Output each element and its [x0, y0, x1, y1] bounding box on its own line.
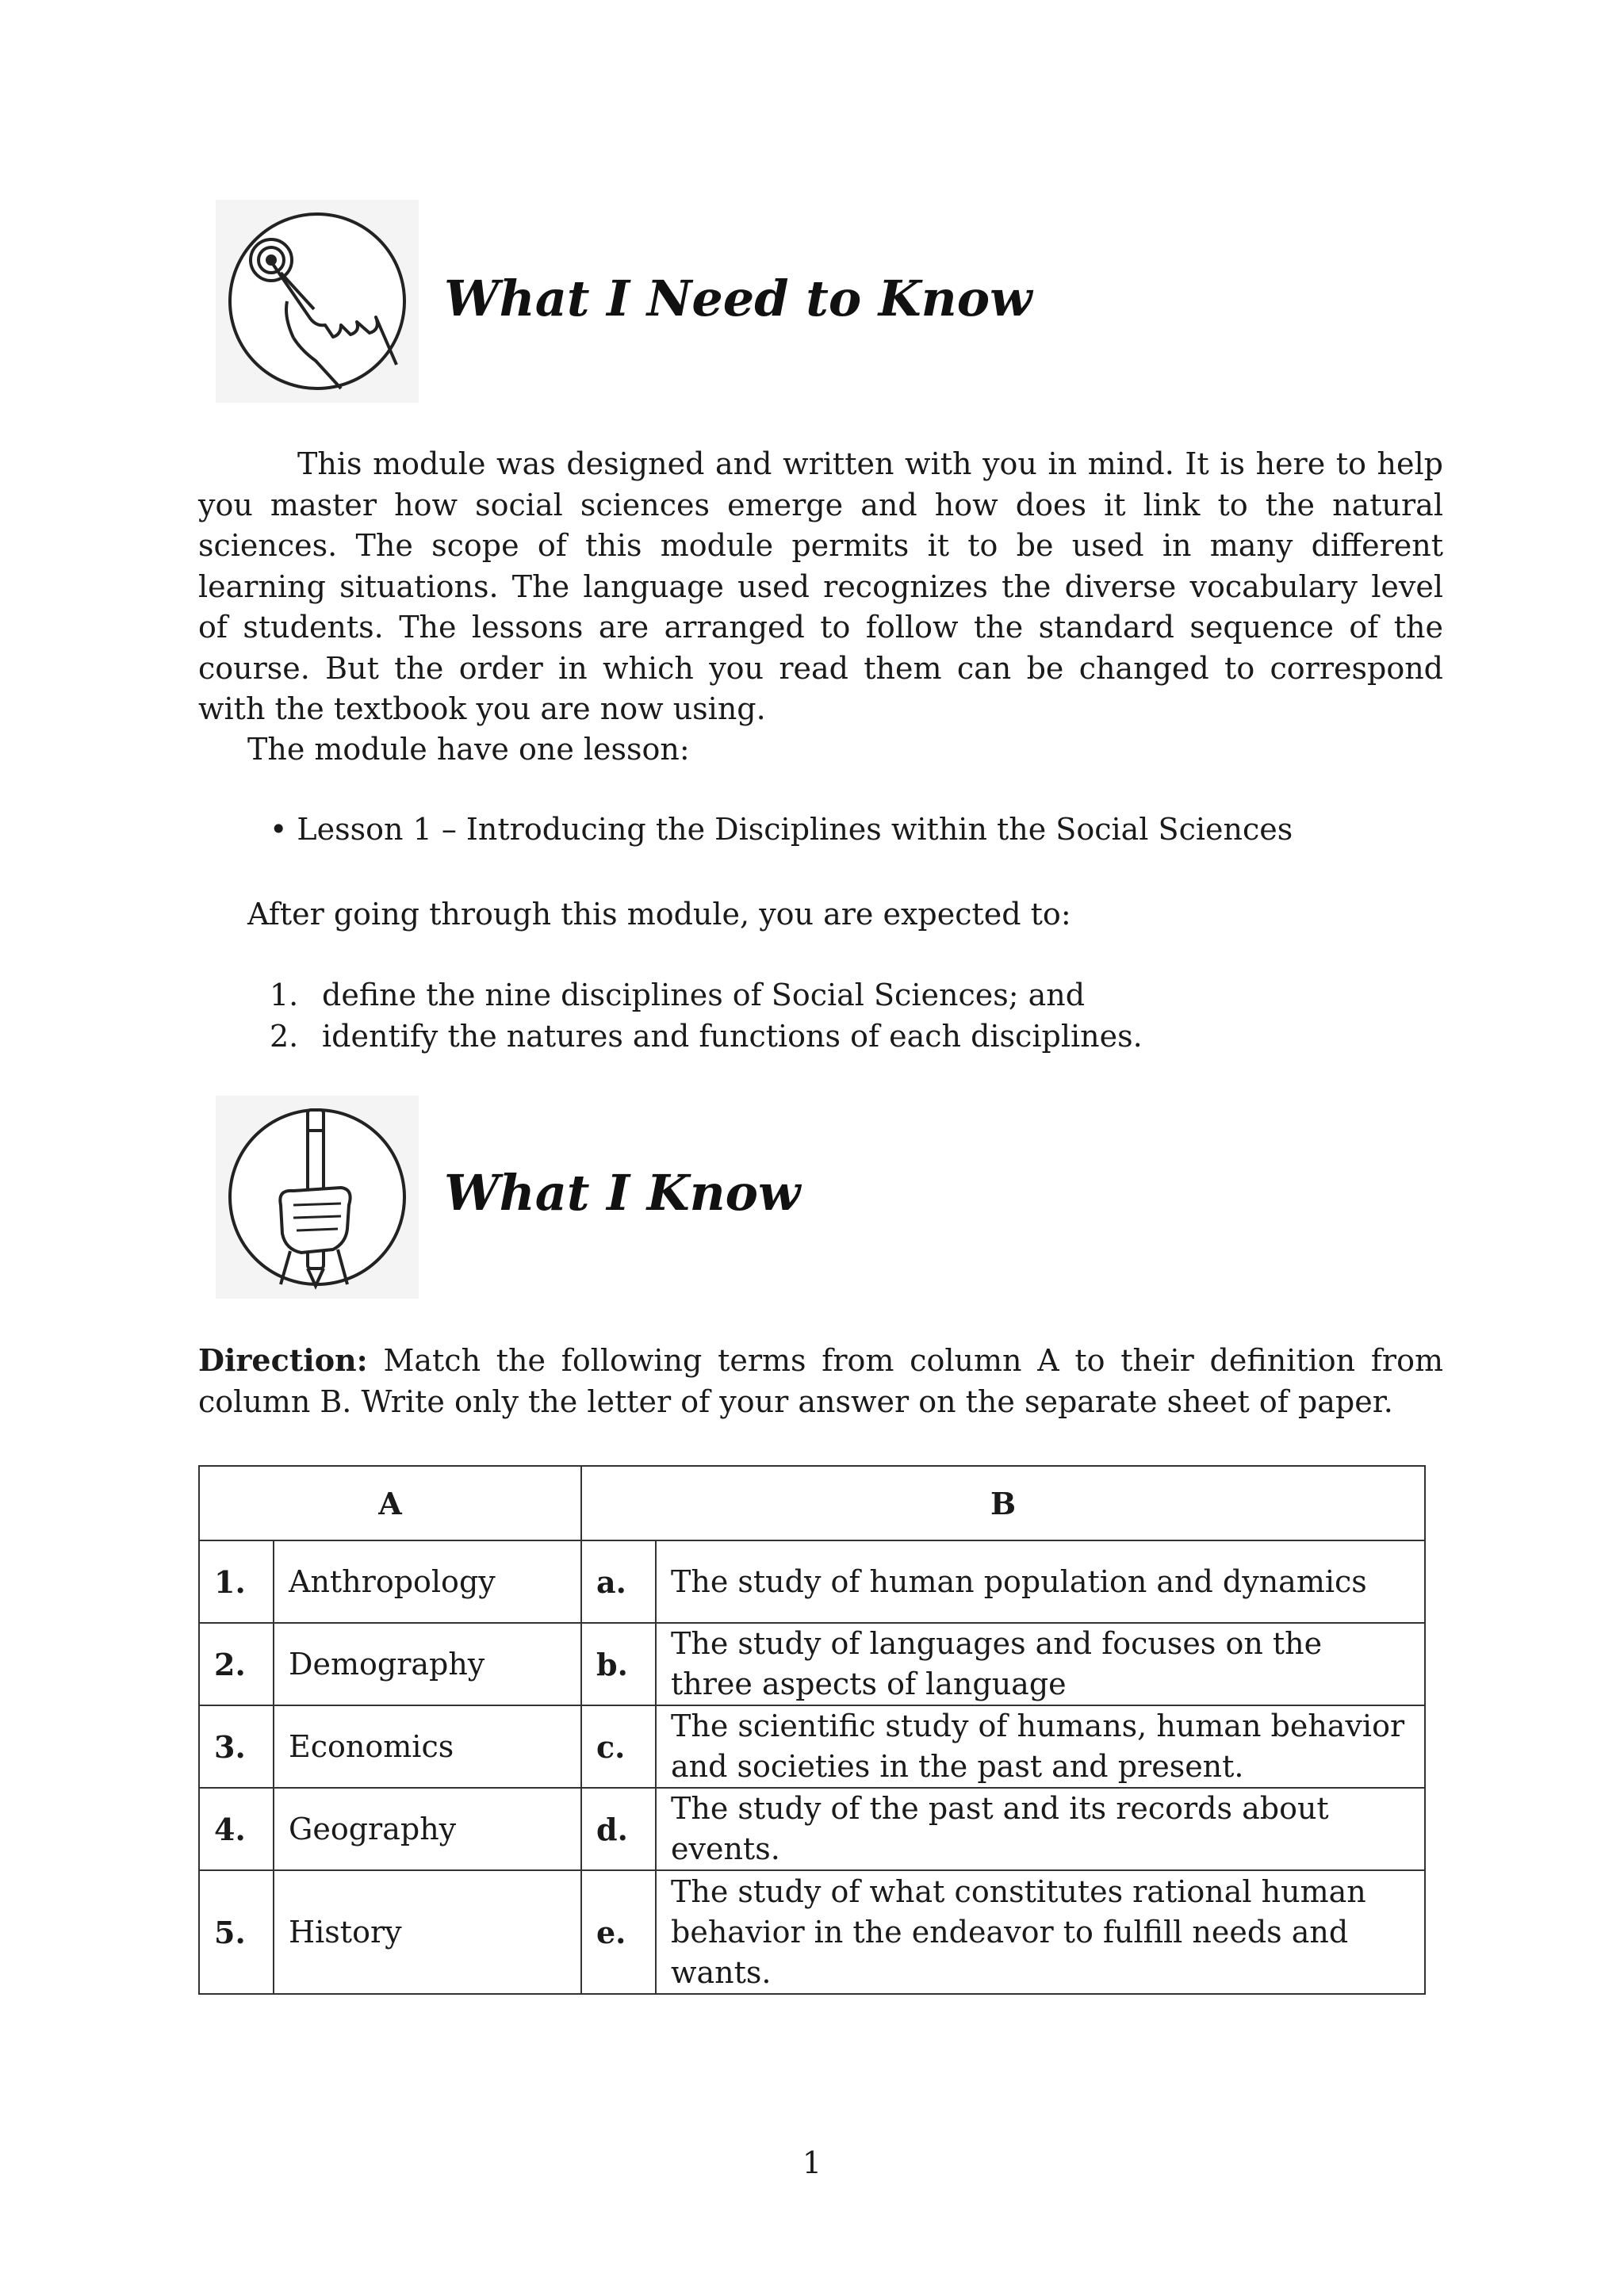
- item-number: 2.: [199, 1623, 274, 1705]
- letter-cell: c.: [581, 1705, 656, 1788]
- term-cell: Geography: [274, 1788, 581, 1870]
- definition-cell: The study of languages and focuses on the three aspects of language: [656, 1623, 1425, 1705]
- definition-cell: The scientific study of humans, human behavior and societies in the past and present.: [656, 1705, 1425, 1788]
- term-cell: Demography: [274, 1623, 581, 1705]
- section-header-what-i-know: [214, 1094, 1483, 1300]
- item-number: 5.: [199, 1870, 274, 1994]
- list-item: • Lesson 1 – Introducing the Disciplines within the Social Sciences: [270, 812, 1293, 847]
- finger-touch-icon: [214, 198, 420, 404]
- table-header-row: [199, 1466, 1425, 1540]
- term-cell: History: [274, 1870, 581, 1994]
- hand-pencil-icon: [214, 1094, 420, 1300]
- definition-cell: The study of human population and dynamics: [656, 1540, 1425, 1623]
- list-item: 2. identify the natures and functions of each disciplines.: [270, 1018, 1143, 1054]
- letter-cell: a.: [581, 1540, 656, 1623]
- lesson-list: [270, 812, 1293, 847]
- table-row: [199, 1788, 1425, 1870]
- table-row: [199, 1870, 1425, 1994]
- term-cell: Economics: [274, 1705, 581, 1788]
- table-row: [199, 1540, 1425, 1623]
- item-number: 3.: [199, 1705, 274, 1788]
- term-cell: Anthropology: [274, 1540, 581, 1623]
- item-number: 1.: [199, 1540, 274, 1623]
- expectations-lead-text: After going through this module, you are expected to:: [247, 897, 1071, 932]
- section-title: What I Need to Know: [444, 270, 1032, 327]
- section-title: What I Know: [444, 1164, 801, 1222]
- page-number: 1: [802, 2145, 822, 2180]
- definition-cell: The study of the past and its records about events.: [656, 1788, 1425, 1870]
- column-b-header: B: [581, 1466, 1425, 1540]
- intro-paragraph: This module was designed and written with you in mind. It is here to help you master how social sciences emerge and how does it link to the natural sciences. The scope of this module permits it to be used in many different learning situations. The language used recognizes the diverse vocabulary level of students. The lessons are arranged to follow the standard sequence of the course. But the order in which you read them can be changed to correspond with the textbook you are now using.: [198, 446, 1443, 726]
- letter-cell: b.: [581, 1623, 656, 1705]
- definition-cell: The study of what constitutes rational human behavior in the endeavor to fulfill needs and wants.: [656, 1870, 1425, 1994]
- table-row: [199, 1623, 1425, 1705]
- direction-paragraph: Direction: Match the following terms from column A to their definition from column B. Write only the letter of your answer on the separate sheet of paper.: [198, 1342, 1443, 1419]
- column-a-header: A: [199, 1466, 581, 1540]
- letter-cell: d.: [581, 1788, 656, 1870]
- matching-table: [198, 1465, 1426, 1995]
- list-item: 1. define the nine disciplines of Social Sciences; and: [270, 978, 1086, 1012]
- lesson-lead-text: The module have one lesson:: [247, 732, 690, 767]
- letter-cell: e.: [581, 1870, 656, 1994]
- objectives-list: [270, 975, 1143, 1057]
- section-header-need-to-know: [214, 198, 1483, 404]
- item-number: 4.: [199, 1788, 274, 1870]
- table-row: [199, 1705, 1425, 1788]
